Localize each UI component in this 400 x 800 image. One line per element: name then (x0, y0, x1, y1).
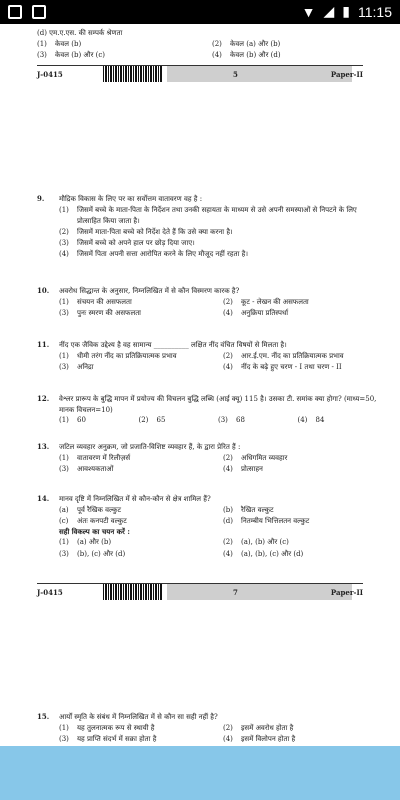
sub-label: (a) (59, 505, 69, 514)
option-number: (3) (59, 464, 69, 473)
option-number: (3) (59, 239, 69, 248)
option-text: कूट - लेखन की असफलता (241, 297, 309, 306)
option-number: (2) (223, 453, 233, 462)
option-number: (1) (59, 351, 69, 360)
option-text: अनिद्रा (77, 362, 94, 371)
sub-text: पूर्व रैखिक वल्कुट (77, 505, 122, 514)
question-11 (37, 340, 377, 373)
option-number: (2) (223, 723, 233, 732)
option-number: (4) (59, 250, 69, 259)
question-13 (37, 442, 377, 475)
option-text: संचयन की असफलता (77, 297, 132, 306)
option-number: (3) (37, 50, 47, 59)
option-number: (2) (223, 351, 233, 360)
option-number: (1) (59, 297, 69, 306)
option-number: (2) (212, 39, 222, 48)
option-text: इसमें विलोपन होता है (241, 734, 296, 743)
option-text: (a), (b) और (c) (241, 538, 289, 547)
option-number: (4) (297, 416, 308, 424)
option-number: (1) (59, 416, 69, 424)
footer-band (167, 66, 352, 82)
option-number: (1) (59, 723, 69, 732)
option-text: 65 (156, 416, 166, 424)
question-text: मानव दृष्टि में निम्नलिखित में से कौन-कौन से क्षेत्र शामिल हैं? (59, 495, 211, 503)
option-number: (4) (223, 308, 233, 317)
option-text: केवल (b) और (c) (55, 50, 106, 59)
option-number: (4) (223, 464, 233, 473)
question-12 (37, 394, 377, 426)
status-bar (0, 0, 400, 24)
page-footer (37, 66, 363, 82)
question-9 (37, 194, 377, 260)
question-8-tail (37, 28, 377, 61)
option-text: अधिगमित व्यवहार (241, 453, 288, 462)
option-number: (4) (223, 549, 233, 558)
option-number: (4) (212, 50, 222, 59)
sub-item: (d) एम.ए.एस. की सम्पर्क श्रेणता (37, 29, 123, 37)
signal-icon: ◢ (323, 3, 335, 19)
page-number: 7 (233, 587, 238, 597)
option-number: (4) (223, 362, 233, 371)
option-text: यह तुलनात्मक रूप से स्थायी है (77, 723, 155, 732)
option-number: (2) (223, 538, 233, 547)
document-page[interactable] (0, 24, 400, 800)
question-number: 14. (37, 494, 50, 503)
option-text: पुनः स्मरण की असफलता (77, 308, 141, 317)
barcode (103, 66, 163, 82)
question-10 (37, 286, 377, 319)
wifi-icon: ▼ (301, 3, 316, 20)
sub-label: (c) (59, 516, 69, 525)
option-text: (b), (c) और (d) (77, 549, 126, 558)
sub-label: (d) (223, 516, 233, 525)
sub-text: नितम्बीय भित्तिलतन वल्कुट (241, 516, 310, 525)
question-number: 11. (37, 340, 50, 349)
question-text: आर्यों स्मृति के संबंध में निम्नलिखित में से कौन सा सही नहीं है? (59, 713, 218, 721)
option-text: 68 (236, 416, 245, 424)
option-text: अनुक्रिया प्रतिस्पर्धा (241, 308, 289, 317)
option-number: (3) (218, 416, 228, 424)
page-footer (37, 584, 363, 600)
question-text: जटिल व्यवहार अनुक्रम, जो प्रजाति-विशिष्ट व्यवहार हैं, के द्वारा प्रेरित हैं : (59, 443, 241, 451)
question-number: 13. (37, 442, 50, 451)
option-number: (4) (223, 734, 233, 743)
question-text: वेश्लर प्रारूप के बुद्धि मापन में प्रयोज्य की विचलन बुद्धि लब्धि (आई क्यू) 115 है। उसका टी. समांक क्या होगा? (माध्य=50, मानक विचलन=10) (59, 395, 377, 414)
sub-label: (b) (223, 505, 233, 514)
footer-band (167, 584, 352, 600)
option-text: जिसमें माता-पिता बच्चे को निर्देश देते हैं कि उसे क्या करना है। (77, 227, 233, 236)
option-text: 60 (77, 416, 86, 424)
option-number: (3) (59, 549, 69, 558)
option-text: आर.ई.एम. नींद का प्रतिक्रियात्मक प्रभाव (241, 351, 344, 360)
option-text: प्रोत्साहन (241, 464, 263, 473)
option-text: केवल (b) (55, 39, 82, 48)
option-number: (1) (59, 205, 69, 214)
question-14 (37, 494, 377, 560)
option-text: इसमें अवरोध होता है (241, 723, 294, 732)
option-text: जिसमें बच्चे को अपने हाल पर छोड़ दिया जाए। (77, 239, 195, 248)
option-text: जिसमें पिता अपनी सत्ता आरोपित करने के लिए मौजूद नहीं रहता है। (77, 250, 249, 259)
paper-label: Paper-II (330, 587, 363, 597)
question-number: 15. (37, 712, 50, 721)
paper-code: J-0415 (37, 587, 63, 597)
option-number: (3) (59, 308, 69, 317)
clock: 11:15 (358, 3, 392, 20)
app-icon (8, 5, 22, 19)
option-text: 84 (315, 416, 325, 424)
image-icon (32, 5, 46, 19)
question-number: 9. (37, 194, 45, 203)
choose-prompt: सही विकल्प का चयन करें : (59, 526, 130, 536)
option-text: नींद के बढ़े हुए चरण - I तथा चरण - II (241, 362, 342, 371)
question-text: नींद एक जैविक उद्देश्य है वह सामान्य __________ लक्षित नींद वंचित विषयों से मिलता है। (59, 341, 287, 349)
option-number: (2) (59, 227, 69, 236)
barcode (103, 584, 163, 600)
paper-code: J-0415 (37, 69, 63, 79)
option-text: आवश्यकताओं (77, 464, 114, 473)
option-number: (2) (223, 297, 233, 306)
option-number: (3) (59, 734, 69, 743)
option-number: (1) (59, 538, 69, 547)
paper-label: Paper-II (330, 69, 363, 79)
option-text: यह प्राप्ति संदर्भ में सक्रा होता है (77, 734, 157, 743)
option-text: (a), (b), (c) और (d) (241, 549, 304, 558)
question-text: अवरोध सिद्धान्त के अनुसार, निम्नलिखित में से कौन विस्मरण कारक है? (59, 287, 240, 295)
question-number: 12. (37, 394, 50, 403)
option-number: (1) (37, 39, 47, 48)
option-number: (3) (59, 362, 69, 371)
question-number: 10. (37, 286, 50, 295)
option-number: (2) (138, 416, 149, 424)
option-number: (1) (59, 453, 69, 462)
question-text: मौद्रिक विकास के लिए पर का सर्वोत्तम वातावरण वह है : (59, 195, 203, 203)
option-text: वातावरण में रिलीज़र्स (77, 453, 131, 462)
option-text: केवल (a) और (b) (230, 39, 281, 48)
option-text: केवल (b) और (d) (230, 50, 281, 59)
sub-text: अंतः कनपटी वल्कुट (77, 516, 127, 525)
option-text: जिसमें बच्चे के माता-पिता के निर्देशन तथा उनकी सहायता के माध्यम से उसे अपनी समस्याओं से निपटने के लिए प्रोत्साहित किया जाता है। (77, 205, 357, 225)
bottom-panel[interactable] (0, 746, 400, 800)
page-number: 5 (233, 69, 238, 79)
question-15 (37, 712, 377, 745)
option-text: (a) और (b) (77, 538, 112, 547)
sub-text: रैखित वल्कुट (241, 505, 274, 514)
battery-icon: ▮ (342, 3, 350, 19)
option-text: धीमी तरंग नींद का प्रतिक्रियात्मक प्रभाव (77, 351, 177, 360)
